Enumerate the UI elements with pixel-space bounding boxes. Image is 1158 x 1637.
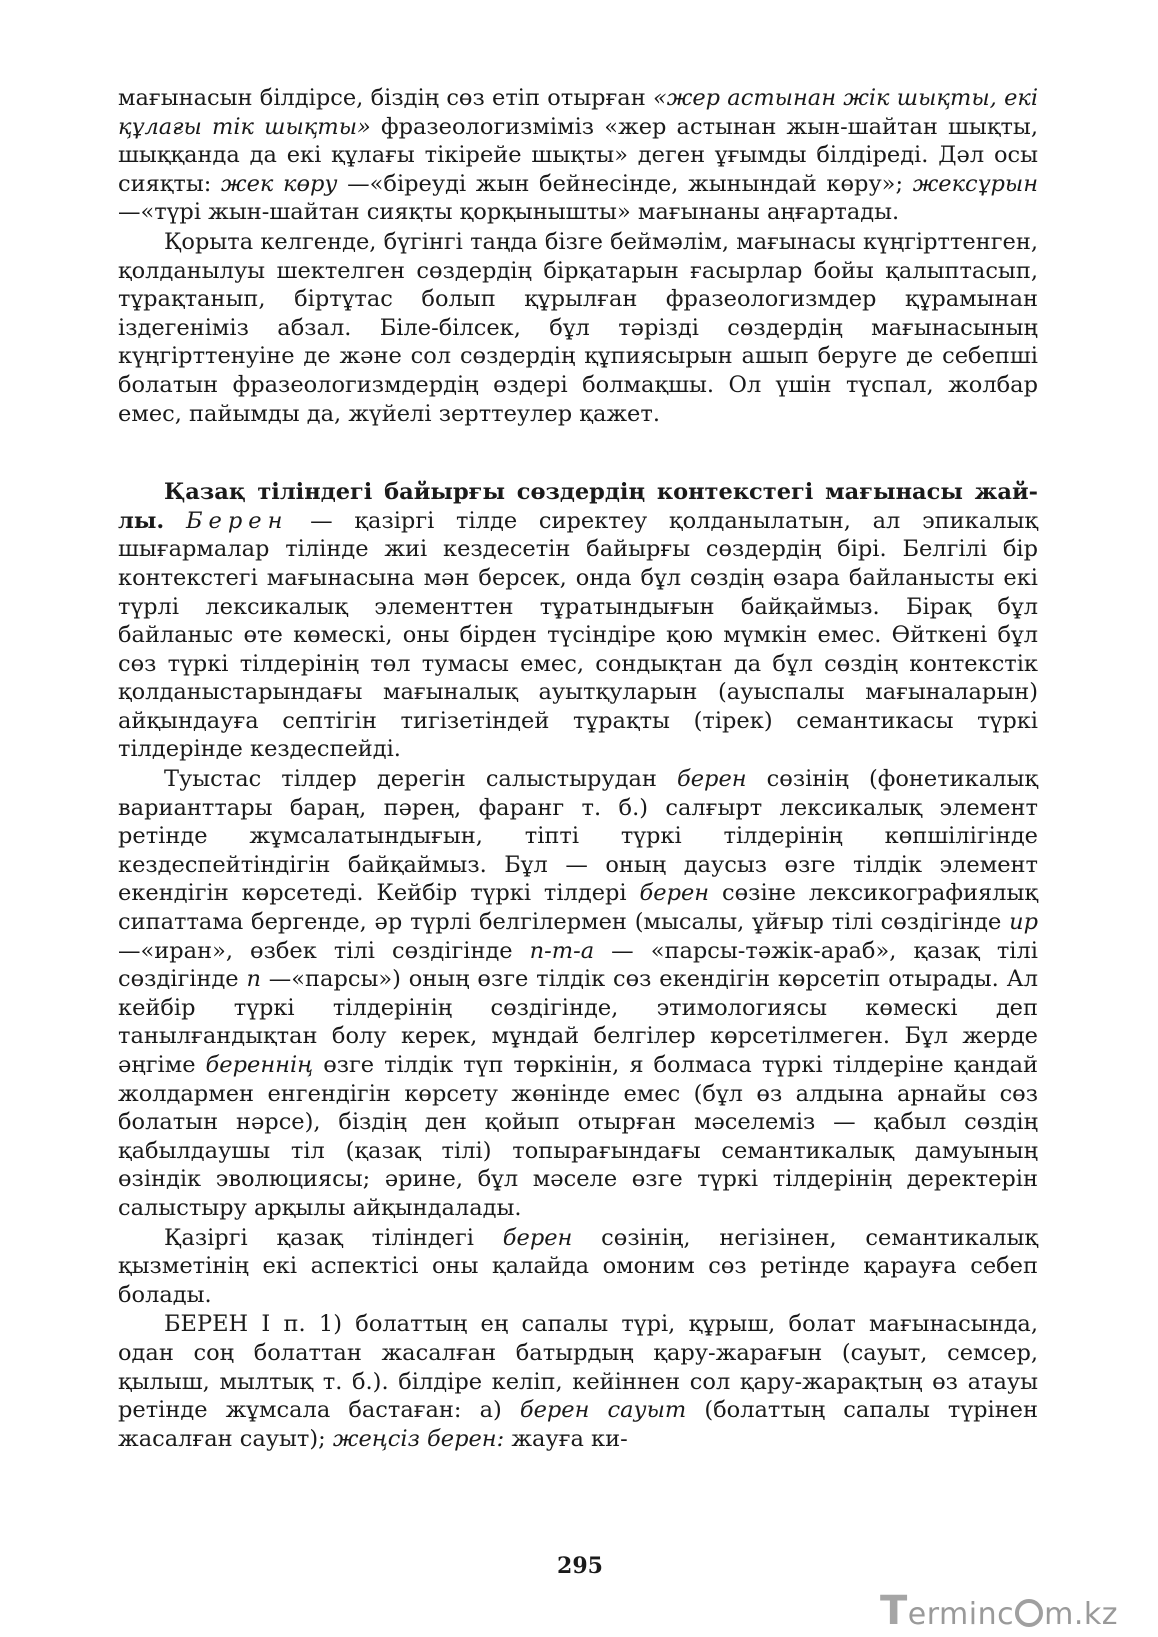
paragraph-1: мағынасын білдірсе, біздің сөз етіп отырған «жер астынан жік шықты, екі құлағы тік шықты» фразеологизміміз «жер астынан жын-шайтан шықты, шыққанда да екі құлағы тікірейе шықты» деген ұғымды білдіреді. Дәл осы сияқты: жек көру —«біреуді жын бейнесінде, жынындай көру»; жексұрын —«түрі жын-шайтан сияқты қорқынышты» мағынаны аңғартады.: [118, 85, 1039, 226]
watermark-last: m.kz: [1044, 1597, 1118, 1632]
paragraph-2: Қорыта келгенде, бүгінгі таңда бізге беймәлім, мағынасы күңгірттенген, қолданылуы шектелген сөздердің бірқатарын ғасырлар бойы қалыптасып, тұрақтанып, біртұтас болып құрылған фразеологизмдер құрамынан іздегеніміз абзал. Біле-білсек, бұл тәрізді сөздердің мағынасының күңгірттенуіне де және сол сөздердің құпиясырын ашып беруге де себепші болатын фразеологизмдердің өздері болмақшы. Ол үшін түспал, жолбар емес, пайымды да, жүйелі зерттеулер қажет.: [118, 228, 1038, 427]
page-number: 295: [557, 1553, 603, 1579]
watermark-o-icon: [1015, 1599, 1043, 1627]
paragraph-6: БЕРЕН I п. 1) болаттың ең сапалы түрі, құрыш, болат мағынасында, одан соң болаттан жасалған батырдың қару-жарағын (сауыт, семсер, қылыш, мылтық т. б.). білдіре келіп, кейіннен сол қару-жарақтың өз атауы ретінде жұмсала бастаған: а) берен сауыт (болаттың сапалы түрінен жасалған сауыт); жеңсіз берен: жауға ки-: [118, 1311, 1038, 1452]
watermark-middle: erminc: [907, 1597, 1015, 1632]
paragraph-3: Қазақ тіліндегі байырғы сөздердің контекстегі мағынасы жайлы. Берен — қазіргі тілде сиректеу қолданылатын, ал эпикалық шығармалар тілінде жиі кездесетін байырғы сөздердің бірі. Белгілі бір контекстегі мағынасына мән берсек, онда бұл сөздің өзара байланысты екі түрлі лексикалық элементтен тұратындығын байқаймыз. Бірақ бұл байланыс өте көмескі, оны бірден түсіндіре қою мүмкін емес. Өйткені бұл сөз түркі тілдерінің төл тумасы емес, сондықтан да бұл сөздің контекстік қолданыстарындағы мағыналық ауытқуларын (ауыспалы мағыналарын) айқындауға септігін тигізетіндей тұрақты (тірек) семантикасы түркі тілдерінде кездеспейді.: [118, 479, 1038, 763]
watermark-first-letter: T: [879, 1588, 908, 1634]
watermark-logo: [880, 1588, 1118, 1634]
paragraph-4: Туыстас тілдер дерегін салыстырудан берен сөзінің (фонетикалық варианттары бараң, пәрең, фаранг т. б.) салғырт лексикалық элемент ретінде жұмсалатындығын, тіпті түркі тілдерінің көпшілігінде кездеспейтіндігін байқаймыз. Бұл — оның даусыз өзге тілдік элемент екендігін көрсетеді. Кейбір түркі тілдері берен сөзіне лексикографиялық сипаттама бергенде, әр түрлі белгілермен (мысалы, ұйғыр тілі сөздігінде ир —«иран», өзбек тілі сөздігінде п-т-а — «парсы-тәжік-араб», қазақ тілі сөздігінде п —«парсы») оның өзге тілдік сөз екендігін көрсетіп отырады. Ал кейбір түркі тілдерінің сөздігінде, этимологиясы көмескі деп танылғандықтан болу керек, мұндай белгілер көрсетілмеген. Бұл жерде әңгіме береннің өзге тілдік түп төркінін, я болмаса түркі тілдеріне қандай жолдармен енгендігін көрсету жөнінде емес (бұл өз алдына арнайы сөз болатын нәрсе), біздің ден қойып отырған мәселеміз — қабыл сөздің қабылдаушы тіл (қазақ тілі) топырағындағы семантикалық дамуының өзіндік эволюциясы; әрине, бұл мәселе өзге түркі тілдерінің деректерін салыстыру арқылы айқындалады.: [118, 766, 1038, 1221]
page-content: [118, 84, 1038, 1453]
paragraph-5: Қазіргі қазақ тіліндегі берен сөзінің, негізінен, семантикалық қызметінің екі аспектісі оны қалайда омоним сөз ретінде қарауға себеп болады.: [118, 1224, 1039, 1308]
